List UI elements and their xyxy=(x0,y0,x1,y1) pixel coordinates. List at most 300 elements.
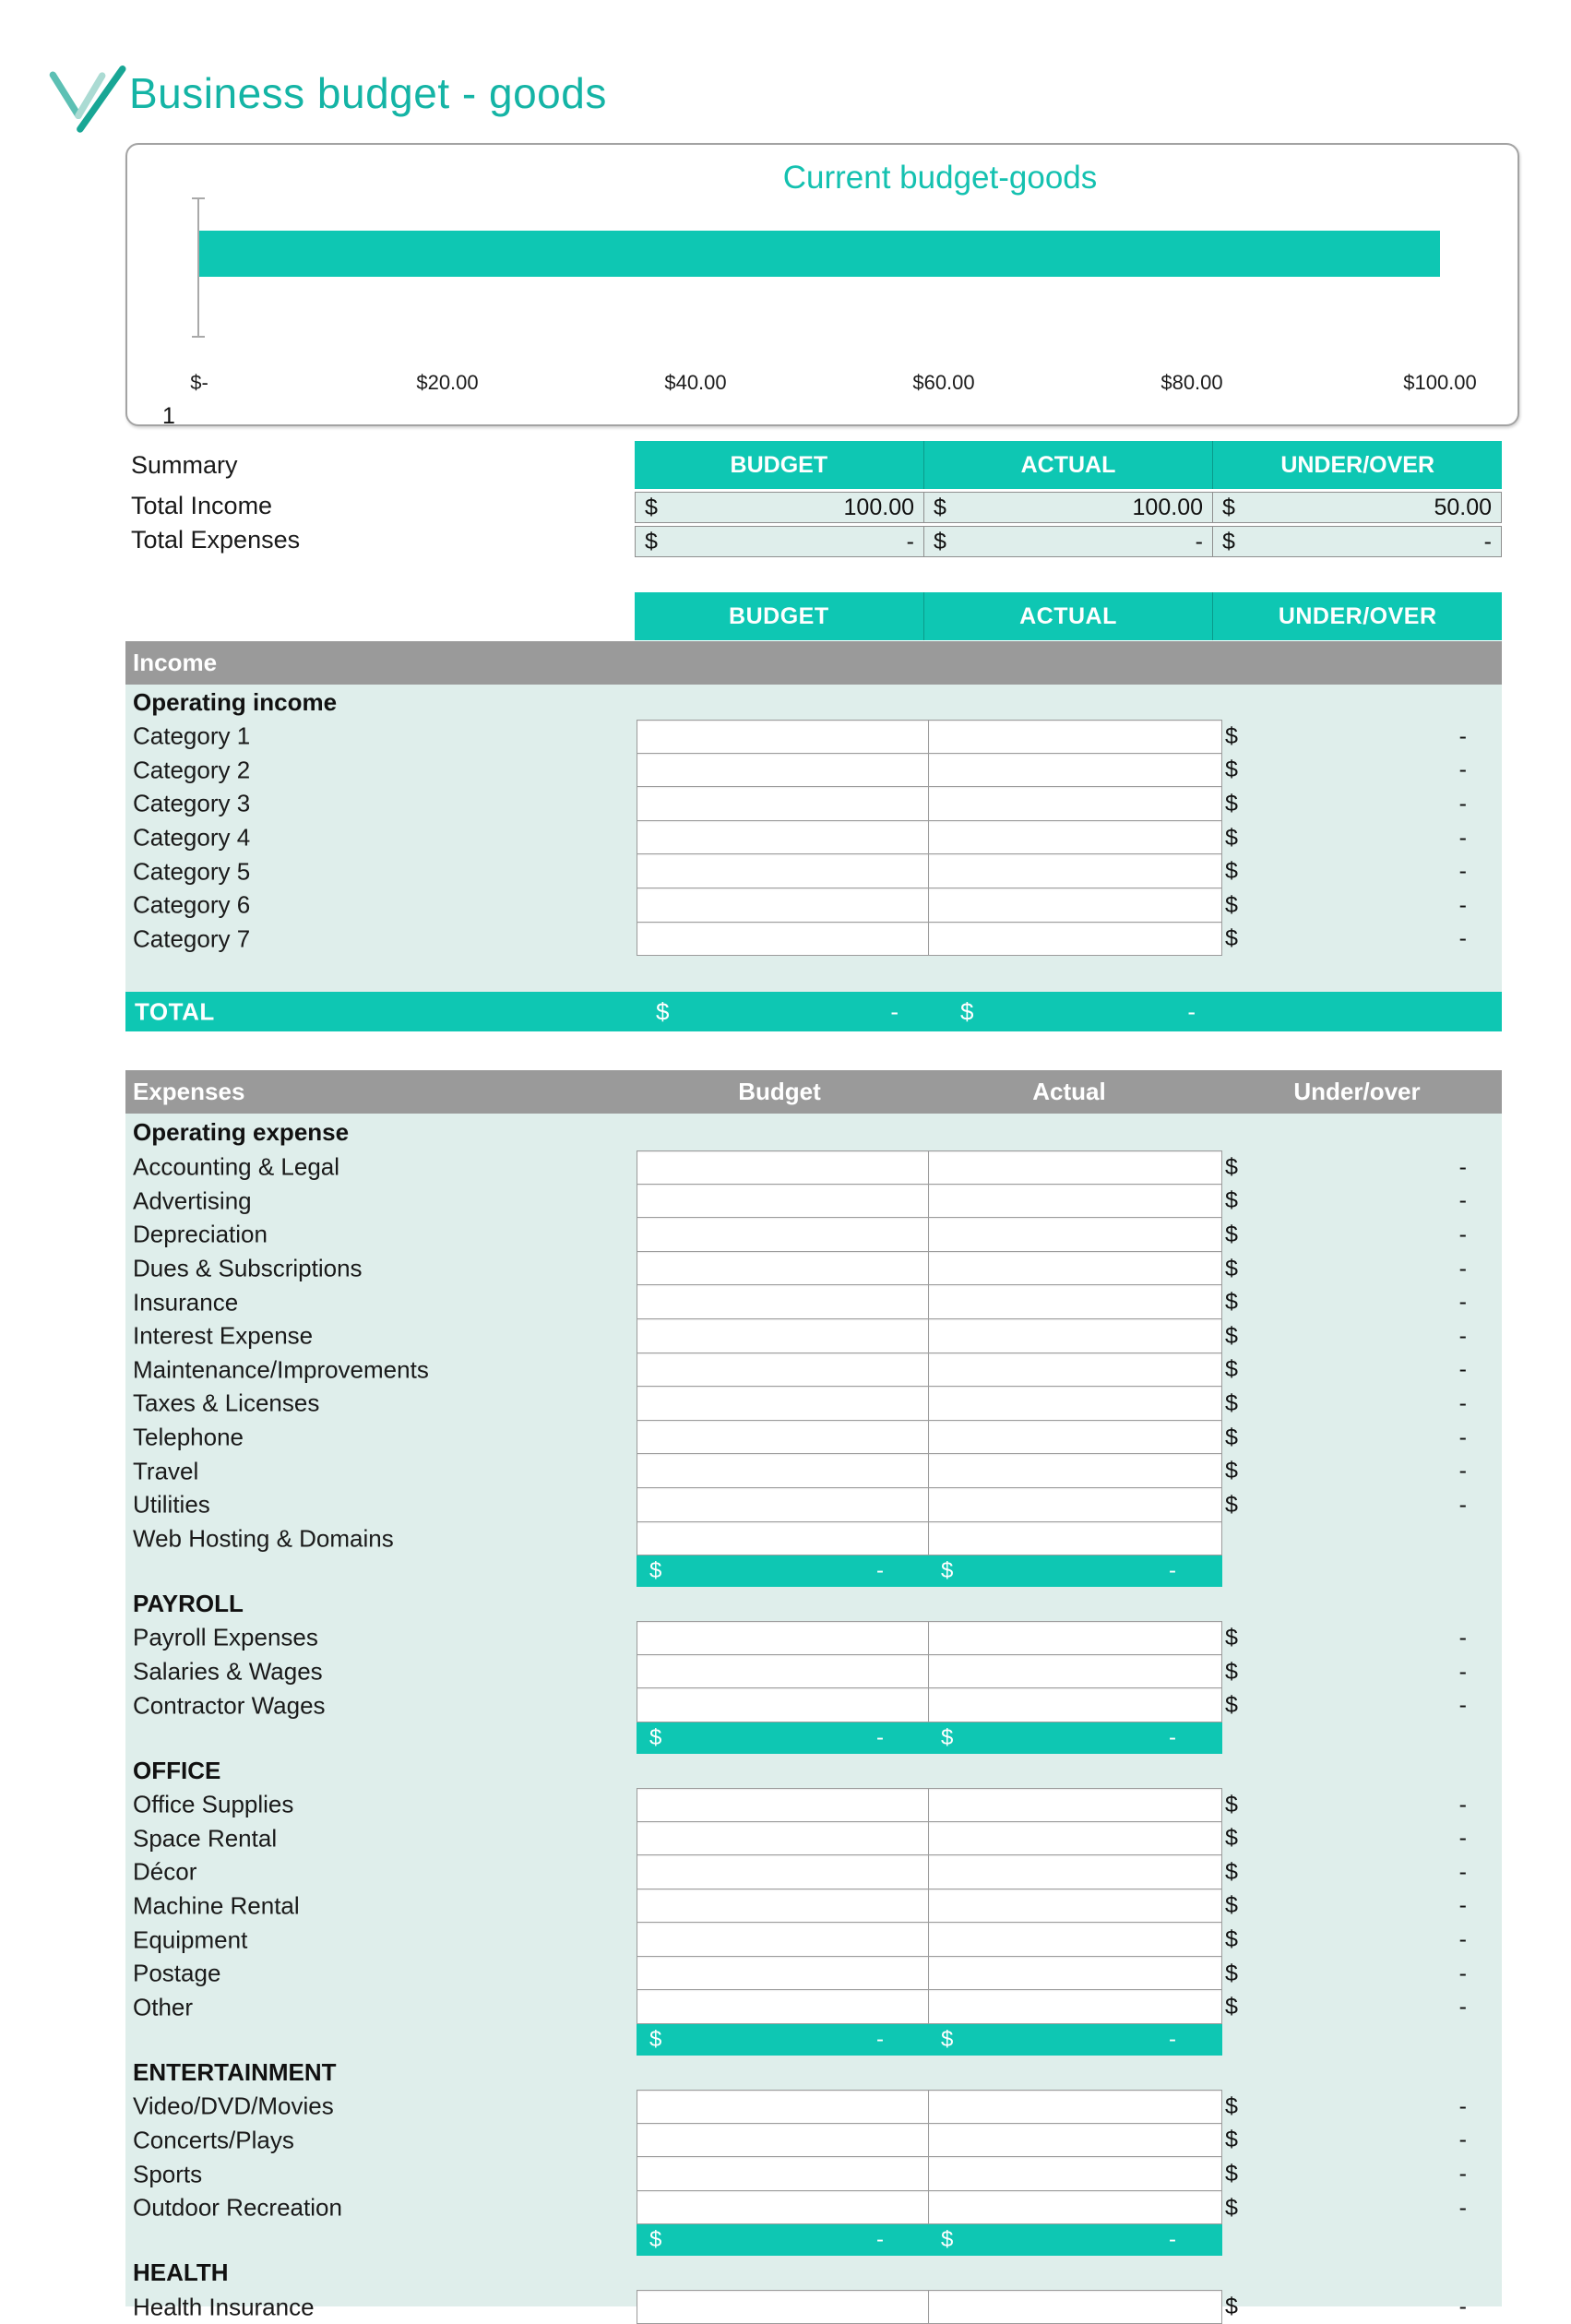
actual-input-cell[interactable] xyxy=(928,888,1222,923)
income-total-actual-currency: $ xyxy=(960,997,974,1025)
line-item-label: Advertising xyxy=(133,1186,252,1215)
under-over-currency: $ xyxy=(1225,1960,1238,1986)
group-subtotal-row xyxy=(637,2024,1222,2056)
line-item-row xyxy=(125,923,1502,957)
line-item-label: Concerts/Plays xyxy=(133,2126,294,2154)
income-band-label: Income xyxy=(133,649,218,676)
under-over-cell xyxy=(1225,1421,1467,1455)
under-over-value: - xyxy=(1458,2294,1467,2320)
subtotal-budget-currency: $ xyxy=(649,2227,662,2253)
line-item-row xyxy=(125,1319,1502,1353)
budget-input-cell[interactable] xyxy=(637,2157,929,2191)
expense-groups xyxy=(125,1150,1502,2324)
line-item-label: Category 4 xyxy=(133,823,251,852)
budget-input-cell[interactable] xyxy=(637,754,929,788)
actual-input-cell[interactable] xyxy=(928,1957,1222,1991)
summary-value-cell xyxy=(924,492,1213,523)
under-over-value: - xyxy=(1458,1491,1467,1518)
chart-category-label: 1 xyxy=(162,403,175,429)
under-over-currency: $ xyxy=(1225,824,1238,851)
actual-input-cell[interactable] xyxy=(928,2290,1222,2324)
expense-group-heading: ENTERTAINMENT xyxy=(133,2058,337,2087)
line-item-label: Décor xyxy=(133,1857,197,1886)
under-over-cell xyxy=(1225,1353,1467,1388)
budget-input-cell[interactable] xyxy=(637,1421,929,1455)
under-over-currency: $ xyxy=(1225,2127,1238,2153)
line-item-row xyxy=(125,1454,1502,1488)
under-over-value: - xyxy=(1458,1289,1467,1316)
under-over-cell xyxy=(1225,821,1467,855)
under-over-value: - xyxy=(1458,891,1467,918)
summary-header-row xyxy=(125,441,1502,489)
budget-input-cell[interactable] xyxy=(637,2290,929,2324)
line-item-label: Travel xyxy=(133,1457,199,1485)
subtotal-budget-value: - xyxy=(876,1724,884,1750)
line-item-label: Category 2 xyxy=(133,756,251,784)
budget-input-cell[interactable] xyxy=(637,1788,929,1822)
summary-row-label: Total Expenses xyxy=(131,526,301,554)
line-item-row xyxy=(125,720,1502,754)
budget-input-cell[interactable] xyxy=(637,888,929,923)
under-over-value: - xyxy=(1458,790,1467,816)
line-item-label: Sports xyxy=(133,2160,203,2188)
income-rows xyxy=(125,720,1502,956)
line-item-label: Postage xyxy=(133,1959,221,1987)
summary-value: - xyxy=(1483,528,1492,554)
under-over-currency: $ xyxy=(1225,891,1238,918)
line-item-label: Dues & Subscriptions xyxy=(133,1254,363,1282)
line-item-label: Contractor Wages xyxy=(133,1691,326,1720)
line-item-label: Depreciation xyxy=(133,1220,268,1248)
x-tick-label: $20.00 xyxy=(416,371,479,394)
under-over-value: - xyxy=(1458,1322,1467,1349)
line-item-row xyxy=(125,1387,1502,1421)
under-over-cell xyxy=(1225,1957,1467,1991)
line-item-label: Machine Rental xyxy=(133,1891,300,1920)
under-over-currency: $ xyxy=(1225,925,1238,952)
currency-symbol: $ xyxy=(1222,528,1235,554)
budget-input-cell[interactable] xyxy=(637,1621,929,1655)
under-over-currency: $ xyxy=(1225,1858,1238,1885)
under-over-value: - xyxy=(1458,2127,1467,2153)
subtotal-actual-value: - xyxy=(1169,1558,1176,1584)
expense-rows xyxy=(125,1788,1502,2024)
line-item-row xyxy=(125,2124,1502,2158)
summary-row-values xyxy=(635,492,1502,523)
under-over-currency: $ xyxy=(1225,1825,1238,1852)
brand-logo-icon xyxy=(46,61,131,139)
expenses-band-label: Expenses xyxy=(133,1078,245,1105)
budget-input-cell[interactable] xyxy=(637,1655,929,1689)
line-item-label: Other xyxy=(133,1993,194,2021)
budget-chart xyxy=(125,143,1519,429)
actual-input-cell[interactable] xyxy=(928,1387,1222,1421)
line-item-label: Health Insurance xyxy=(133,2293,315,2321)
line-item-row xyxy=(125,1655,1502,1689)
actual-input-cell[interactable] xyxy=(928,923,1222,957)
line-item-row xyxy=(125,1218,1502,1252)
group-subtotal-row xyxy=(637,1722,1222,1754)
expense-rows xyxy=(125,1150,1502,1555)
expenses-col-budget: Budget xyxy=(738,1078,821,1105)
budget-input-cell[interactable] xyxy=(637,1688,929,1722)
subtotal-budget-currency: $ xyxy=(649,1724,662,1750)
under-over-currency: $ xyxy=(1225,1491,1238,1518)
actual-input-cell[interactable] xyxy=(928,787,1222,821)
under-over-value: - xyxy=(1458,1825,1467,1852)
summary-column-headers xyxy=(635,441,1502,489)
line-item-row xyxy=(125,854,1502,888)
budget-input-cell[interactable] xyxy=(637,2124,929,2158)
under-over-cell xyxy=(1225,1655,1467,1689)
x-tick-label: $40.00 xyxy=(664,371,727,394)
income-total-row xyxy=(125,992,1502,1031)
under-over-currency: $ xyxy=(1225,1692,1238,1719)
detail-col-under-over: UNDER/OVER xyxy=(1212,592,1502,640)
under-over-cell xyxy=(1225,1889,1467,1924)
actual-input-cell[interactable] xyxy=(928,1522,1222,1556)
expense-group-heading: PAYROLL xyxy=(133,1590,244,1618)
under-over-currency: $ xyxy=(1225,1926,1238,1953)
line-item-label: Equipment xyxy=(133,1925,248,1954)
under-over-value: - xyxy=(1458,2194,1467,2221)
under-over-cell xyxy=(1225,2157,1467,2191)
subtotal-budget-currency: $ xyxy=(649,2027,662,2053)
under-over-currency: $ xyxy=(1225,757,1238,783)
line-item-row xyxy=(125,1488,1502,1522)
budget-input-cell[interactable] xyxy=(637,1185,929,1219)
under-over-value: - xyxy=(1458,2092,1467,2119)
budget-input-cell[interactable] xyxy=(637,787,929,821)
summary-value-cell xyxy=(1213,492,1502,523)
under-over-value: - xyxy=(1458,1791,1467,1817)
budget-input-cell[interactable] xyxy=(637,1822,929,1856)
expenses-band xyxy=(125,1070,1502,1114)
actual-input-cell[interactable] xyxy=(928,1621,1222,1655)
currency-symbol: $ xyxy=(1222,494,1235,520)
under-over-cell xyxy=(1225,1488,1467,1522)
summary-value-cell xyxy=(635,526,924,557)
under-over-cell xyxy=(1225,1387,1467,1421)
subtotal-actual-value: - xyxy=(1169,2227,1176,2253)
budget-input-cell[interactable] xyxy=(637,1889,929,1924)
subtotal-actual-value: - xyxy=(1169,1724,1176,1750)
under-over-currency: $ xyxy=(1225,722,1238,749)
summary-row xyxy=(125,489,1502,523)
subtotal-budget-value: - xyxy=(876,2027,884,2053)
actual-input-cell[interactable] xyxy=(928,754,1222,788)
summary-section-label: Summary xyxy=(131,450,238,479)
line-item-row xyxy=(125,787,1502,821)
line-item-row xyxy=(125,2191,1502,2225)
line-item-label: Space Rental xyxy=(133,1824,278,1853)
under-over-currency: $ xyxy=(1225,1424,1238,1450)
under-over-cell xyxy=(1225,1855,1467,1889)
line-item-label: Category 5 xyxy=(133,857,251,886)
line-item-label: Interest Expense xyxy=(133,1321,314,1350)
income-total-label: TOTAL xyxy=(135,997,215,1025)
subtotal-actual-currency: $ xyxy=(941,1724,954,1750)
subtotal-budget-currency: $ xyxy=(649,1558,662,1584)
under-over-currency: $ xyxy=(1225,790,1238,816)
line-item-row xyxy=(125,1621,1502,1655)
under-over-value: - xyxy=(1458,757,1467,783)
under-over-currency: $ xyxy=(1225,1994,1238,2020)
budget-input-cell[interactable] xyxy=(637,720,929,754)
summary-value: 100.00 xyxy=(1132,494,1203,520)
under-over-currency: $ xyxy=(1225,1255,1238,1281)
under-over-cell xyxy=(1225,923,1467,957)
under-over-value: - xyxy=(1458,824,1467,851)
actual-input-cell[interactable] xyxy=(928,1889,1222,1924)
budget-input-cell[interactable] xyxy=(637,1319,929,1353)
summary-value-cell xyxy=(924,526,1213,557)
line-item-label: Maintenance/Improvements xyxy=(133,1355,429,1384)
line-item-row xyxy=(125,2290,1502,2324)
actual-input-cell[interactable] xyxy=(928,854,1222,888)
actual-input-cell[interactable] xyxy=(928,2157,1222,2191)
under-over-value: - xyxy=(1458,1221,1467,1247)
actual-input-cell[interactable] xyxy=(928,1150,1222,1185)
summary-row-label: Total Income xyxy=(131,492,273,519)
under-over-value: - xyxy=(1458,2161,1467,2187)
summary-row-values xyxy=(635,526,1502,557)
under-over-cell xyxy=(1225,787,1467,821)
actual-input-cell[interactable] xyxy=(928,821,1222,855)
budget-input-cell[interactable] xyxy=(637,1957,929,1991)
under-over-currency: $ xyxy=(1225,2092,1238,2119)
under-over-currency: $ xyxy=(1225,1187,1238,1214)
line-item-row xyxy=(125,1285,1502,1319)
income-total-budget-value: - xyxy=(890,997,899,1025)
line-item-row xyxy=(125,1822,1502,1856)
line-item-label: Outdoor Recreation xyxy=(133,2193,342,2222)
line-item-label: Category 1 xyxy=(133,721,251,750)
summary-col-actual: ACTUAL xyxy=(923,441,1213,489)
expenses-col-underover: Under/over xyxy=(1293,1078,1421,1105)
line-item-label: Salaries & Wages xyxy=(133,1657,323,1686)
actual-input-cell[interactable] xyxy=(928,1218,1222,1252)
line-item-label: Category 7 xyxy=(133,924,251,953)
line-item-row xyxy=(125,754,1502,788)
actual-input-cell[interactable] xyxy=(928,1788,1222,1822)
line-item-label: Accounting & Legal xyxy=(133,1152,340,1181)
under-over-currency: $ xyxy=(1225,1221,1238,1247)
summary-value-cell xyxy=(635,492,924,523)
summary-value: - xyxy=(1195,528,1203,554)
detail-col-budget: BUDGET xyxy=(635,592,923,640)
line-item-label: Telephone xyxy=(133,1423,244,1451)
under-over-cell xyxy=(1225,720,1467,754)
under-over-currency: $ xyxy=(1225,1791,1238,1817)
actual-input-cell[interactable] xyxy=(928,1688,1222,1722)
expense-rows xyxy=(125,2290,1502,2324)
line-item-row xyxy=(125,1252,1502,1286)
line-item-label: Insurance xyxy=(133,1288,239,1317)
line-item-row xyxy=(125,1353,1502,1388)
line-item-label: Web Hosting & Domains xyxy=(133,1524,394,1553)
under-over-cell xyxy=(1225,1621,1467,1655)
line-item-row xyxy=(125,888,1502,923)
under-over-currency: $ xyxy=(1225,2194,1238,2221)
under-over-cell xyxy=(1225,2090,1467,2124)
under-over-value: - xyxy=(1458,1389,1467,1416)
under-over-value: - xyxy=(1458,1994,1467,2020)
under-over-currency: $ xyxy=(1225,858,1238,885)
income-total-actual-value: - xyxy=(1187,997,1196,1025)
under-over-cell xyxy=(1225,1688,1467,1722)
summary-rows xyxy=(125,489,1502,557)
actual-input-cell[interactable] xyxy=(928,1421,1222,1455)
budget-input-cell[interactable] xyxy=(637,2090,929,2124)
under-over-currency: $ xyxy=(1225,1458,1238,1484)
line-item-row xyxy=(125,1990,1502,2024)
line-item-row xyxy=(125,1923,1502,1957)
subtotal-actual-currency: $ xyxy=(941,2227,954,2253)
budget-input-cell[interactable] xyxy=(637,923,929,957)
actual-input-cell[interactable] xyxy=(928,720,1222,754)
under-over-value: - xyxy=(1458,1458,1467,1484)
budget-input-cell[interactable] xyxy=(637,1218,929,1252)
under-over-cell xyxy=(1225,1150,1467,1185)
line-item-label: Category 3 xyxy=(133,789,251,817)
under-over-cell xyxy=(1225,1252,1467,1286)
actual-input-cell[interactable] xyxy=(928,1855,1222,1889)
detail-column-headers xyxy=(635,592,1502,640)
line-item-label: Category 6 xyxy=(133,890,251,919)
expense-group-heading: HEALTH xyxy=(133,2258,229,2287)
line-item-label: Video/DVD/Movies xyxy=(133,2092,334,2120)
under-over-cell xyxy=(1225,1185,1467,1219)
actual-input-cell[interactable] xyxy=(928,1822,1222,1856)
actual-input-cell[interactable] xyxy=(928,2090,1222,2124)
under-over-cell xyxy=(1225,2290,1467,2324)
under-over-cell xyxy=(1225,1454,1467,1488)
group-subtotal-row xyxy=(637,2224,1222,2256)
income-total-budget-currency: $ xyxy=(656,997,670,1025)
under-over-value: - xyxy=(1458,858,1467,885)
under-over-currency: $ xyxy=(1225,1356,1238,1383)
subtotal-actual-currency: $ xyxy=(941,2027,954,2053)
under-over-cell xyxy=(1225,1822,1467,1856)
under-over-value: - xyxy=(1458,925,1467,952)
subtotal-actual-value: - xyxy=(1169,2027,1176,2053)
under-over-cell xyxy=(1225,1285,1467,1319)
subtotal-actual-currency: $ xyxy=(941,1558,954,1584)
line-item-row xyxy=(125,821,1502,855)
actual-input-cell[interactable] xyxy=(928,1990,1222,2024)
under-over-currency: $ xyxy=(1225,2161,1238,2187)
expense-group-heading: OFFICE xyxy=(133,1756,221,1784)
x-tick-label: $60.00 xyxy=(912,371,975,394)
line-item-row xyxy=(125,1788,1502,1822)
under-over-currency: $ xyxy=(1225,1322,1238,1349)
actual-input-cell[interactable] xyxy=(928,1454,1222,1488)
under-over-value: - xyxy=(1458,1892,1467,1919)
under-over-currency: $ xyxy=(1225,1892,1238,1919)
budget-input-cell[interactable] xyxy=(637,1855,929,1889)
x-tick-label: $80.00 xyxy=(1160,371,1223,394)
actual-input-cell[interactable] xyxy=(928,2191,1222,2225)
line-item-label: Office Supplies xyxy=(133,1790,294,1818)
under-over-cell xyxy=(1225,1788,1467,1822)
budget-input-cell[interactable] xyxy=(637,1285,929,1319)
summary-value: 50.00 xyxy=(1434,494,1492,520)
expenses-group-title: Operating expense xyxy=(133,1117,350,1146)
currency-symbol: $ xyxy=(934,528,946,554)
actual-input-cell[interactable] xyxy=(928,1353,1222,1388)
budget-input-cell[interactable] xyxy=(637,1353,929,1388)
currency-symbol: $ xyxy=(645,494,658,520)
under-over-currency: $ xyxy=(1225,1658,1238,1685)
under-over-value: - xyxy=(1458,1255,1467,1281)
summary-value-cell xyxy=(1213,526,1502,557)
budget-input-cell[interactable] xyxy=(637,821,929,855)
expenses-col-actual: Actual xyxy=(1032,1078,1106,1105)
budget-input-cell[interactable] xyxy=(637,854,929,888)
under-over-currency: $ xyxy=(1225,2294,1238,2320)
under-over-cell xyxy=(1225,2191,1467,2225)
line-item-row xyxy=(125,1889,1502,1924)
line-item-row xyxy=(125,1522,1502,1556)
income-group-title: Operating income xyxy=(133,687,338,716)
actual-input-cell[interactable] xyxy=(928,1285,1222,1319)
chart-title: Current budget-goods xyxy=(782,160,1098,196)
x-tick-label: $100.00 xyxy=(1403,371,1477,394)
budget-input-cell[interactable] xyxy=(637,1387,929,1421)
budget-input-cell[interactable] xyxy=(637,1522,929,1556)
x-tick-label: $- xyxy=(190,371,208,394)
expenses-block xyxy=(125,1114,1502,2321)
under-over-cell xyxy=(1225,1923,1467,1957)
actual-input-cell[interactable] xyxy=(928,1923,1222,1957)
line-item-row xyxy=(125,1957,1502,1991)
actual-input-cell[interactable] xyxy=(928,1655,1222,1689)
budget-input-cell[interactable] xyxy=(637,1923,929,1957)
under-over-value: - xyxy=(1458,1624,1467,1651)
line-item-row xyxy=(125,1855,1502,1889)
under-over-value: - xyxy=(1458,1153,1467,1180)
budget-input-cell[interactable] xyxy=(637,1150,929,1185)
budget-input-cell[interactable] xyxy=(637,2191,929,2225)
budget-input-cell[interactable] xyxy=(637,1252,929,1286)
actual-input-cell[interactable] xyxy=(928,1185,1222,1219)
summary-value: - xyxy=(906,528,914,554)
detail-col-actual: ACTUAL xyxy=(923,592,1213,640)
under-over-value: - xyxy=(1458,1692,1467,1719)
budget-input-cell[interactable] xyxy=(637,1990,929,2024)
actual-input-cell[interactable] xyxy=(928,1319,1222,1353)
under-over-cell xyxy=(1225,854,1467,888)
actual-input-cell[interactable] xyxy=(928,1488,1222,1522)
under-over-currency: $ xyxy=(1225,1389,1238,1416)
under-over-value: - xyxy=(1458,1356,1467,1383)
under-over-value: - xyxy=(1458,1424,1467,1450)
under-over-value: - xyxy=(1458,1658,1467,1685)
subtotal-budget-value: - xyxy=(876,1558,884,1584)
line-item-row xyxy=(125,2090,1502,2124)
actual-input-cell[interactable] xyxy=(928,1252,1222,1286)
budget-input-cell[interactable] xyxy=(637,1454,929,1488)
budget-input-cell[interactable] xyxy=(637,1488,929,1522)
under-over-currency: $ xyxy=(1225,1624,1238,1651)
under-over-cell xyxy=(1225,1990,1467,2024)
line-item-label: Payroll Expenses xyxy=(133,1623,318,1651)
actual-input-cell[interactable] xyxy=(928,2124,1222,2158)
under-over-value: - xyxy=(1458,1858,1467,1885)
line-item-row xyxy=(125,1185,1502,1219)
currency-symbol: $ xyxy=(934,494,946,520)
